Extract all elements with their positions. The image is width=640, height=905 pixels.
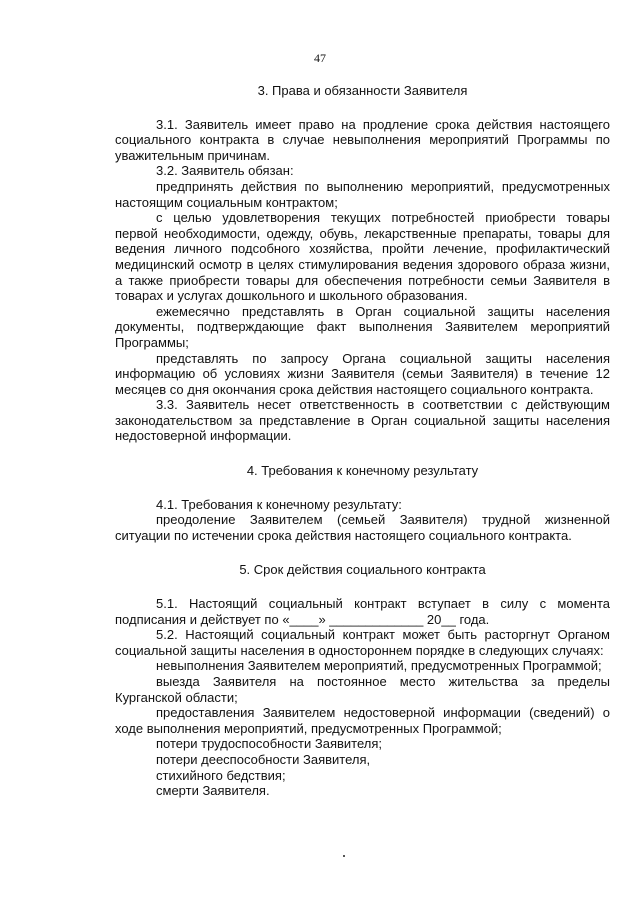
reason-item: выезда Заявителя на постоянное место жительства за пределы Курганской области;: [115, 674, 610, 705]
paragraph-3-2-head: 3.2. Заявитель обязан:: [156, 163, 294, 179]
reason-item: предоставления Заявителем недостоверной информации (сведений) о ходе выполнения мероприятий, предусмотренных Программой;: [115, 705, 610, 736]
reason-item: невыполнения Заявителем мероприятий, предусмотренных Программой;: [156, 658, 602, 674]
paragraph-3-2-b: с целью удовлетворения текущих потребностей приобрести товары первой необходимости, одежду, обувь, лекарственные препараты, товары для ведения личного подсобного хозяйства, пройти лечение, профилактический медицинский осмотр в целях стимулирования ведения здорового образа жизни, а также приобрести товары для обеспечения потребности семьи Заявителя в товарах и услугах дошкольного и школьного образования.: [115, 210, 610, 304]
paragraph-3-2-c: ежемесячно представлять в Орган социальной защиты населения документы, подтверждающие факт выполнения Заявителем мероприятий Программы;: [115, 303, 610, 350]
paragraph-3-3: 3.3. Заявитель несет ответственность в соответствии с действующим законодательством за представление в Орган социальной защиты населения недостоверной информации.: [115, 397, 610, 444]
paragraph-4-1-head: 4.1. Требования к конечному результату:: [156, 496, 402, 512]
scan-speck: [343, 855, 345, 857]
reason-item: стихийного бедствия;: [156, 767, 286, 783]
paragraph-5-2: 5.2. Настоящий социальный контракт может быть расторгнут Органом социальной защиты населения в одностороннем порядке в следующих случаях:: [115, 627, 610, 658]
paragraph-5-1: 5.1. Настоящий социальный контракт вступает в силу с момента подписания и действует по «____» _____________ 20__ года.: [115, 596, 610, 627]
paragraph-3-2-a: предпринять действия по выполнению мероприятий, предусмотренных настоящим социальным контрактом;: [115, 178, 610, 210]
document-body: [115, 83, 610, 799]
paragraph-4-1-a: преодоление Заявителем (семьей Заявителя) трудной жизненной ситуации по истечении срока действия настоящего социального контракта.: [115, 512, 610, 543]
section-4-title: 4. Требования к конечному результату: [246, 463, 479, 479]
reason-item: потери дееспособности Заявителя,: [156, 751, 371, 767]
section-3-title: 3. Права и обязанности Заявителя: [257, 83, 468, 98]
reason-item: потери трудоспособности Заявителя;: [156, 736, 383, 752]
paragraph-3-2-d: представлять по запросу Органа социальной защиты населения информацию об условиях жизни Заявителя (семьи Заявителя) в течение 12 месяцев со дня окончания срока действия настоящего социального контракта.: [115, 350, 610, 397]
page-number: 47: [314, 51, 326, 65]
paragraph-3-1: 3.1. Заявитель имеет право на продление срока действия настоящего социального контракта в случае невыполнения мероприятий Программы по уважительным причинам.: [115, 116, 610, 163]
section-5-title: 5. Срок действия социального контракта: [239, 562, 486, 578]
reason-item: смерти Заявителя.: [156, 783, 270, 799]
